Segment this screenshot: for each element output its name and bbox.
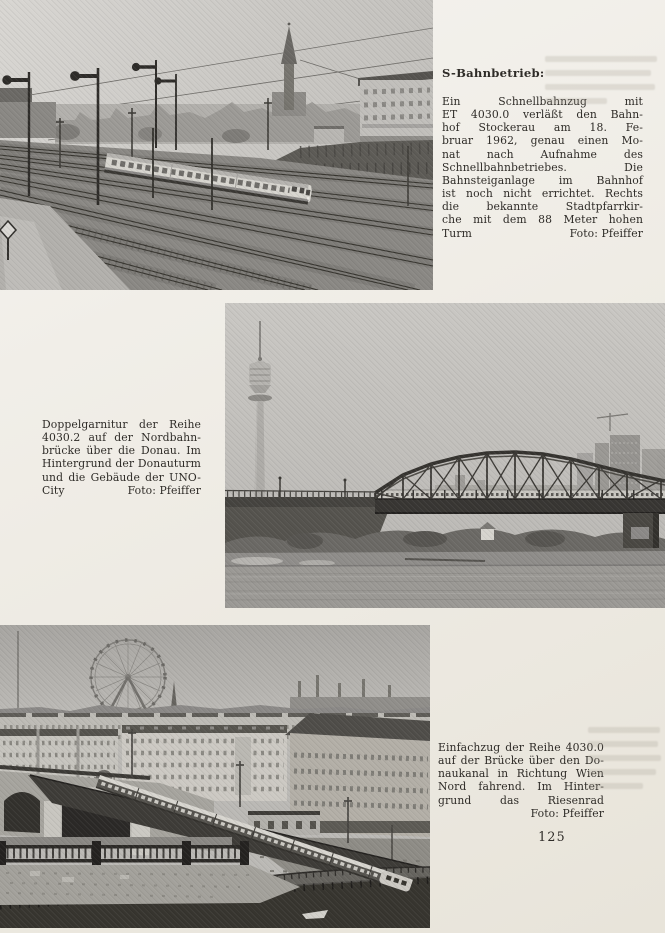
photo-credit: Foto: Pfeiffer <box>127 483 201 497</box>
page-number: 125 <box>538 829 566 844</box>
caption-line: che mit dem 88 Meter hohen <box>442 213 643 227</box>
bleedthrough-line <box>545 98 607 104</box>
photo-credit: Foto: Pfeiffer <box>569 226 643 240</box>
caption-line: ist noch nicht errichtet. Rechts <box>442 187 643 201</box>
bleedthrough-line <box>588 727 660 733</box>
page-bleedthrough <box>588 727 662 797</box>
caption-line: bruar 1962, genau einen Mo- <box>442 134 643 148</box>
photo-nordbahnbruecke <box>225 303 665 608</box>
caption-line: ET 4030.0 verläßt den Bahn- <box>442 108 643 122</box>
church-spire <box>272 23 306 116</box>
caption-line: Einfachzug der Reihe 4030.0 <box>438 741 604 754</box>
caption-line: Hintergrund der Donauturm <box>42 457 201 471</box>
bleedthrough-line <box>545 70 651 76</box>
caption-line: Ein Schnellbahnzug mit <box>442 95 643 108</box>
factory-chimneys <box>290 675 430 711</box>
caption-line: naukanal in Richtung Wien <box>438 767 604 781</box>
caption-line: nat nach Aufnahme des <box>442 147 643 161</box>
caption-word: City <box>42 483 65 497</box>
balustrade <box>0 837 249 865</box>
caption-line: Nord fahrend. Im Hinter- <box>438 780 604 794</box>
caption-line: hof Stockerau am 18. Fe- <box>442 121 643 135</box>
bleedthrough-line <box>588 769 656 775</box>
bleedthrough-line <box>588 755 661 761</box>
caption-line: Schnellbahnbetriebes. Die <box>442 160 643 174</box>
section-heading: S-Bahnbetrieb: <box>442 66 545 80</box>
town-skyline <box>0 88 365 144</box>
caption-line: grund das Riesenrad <box>438 793 604 807</box>
train-on-bridge <box>378 490 665 499</box>
bleedthrough-line <box>588 783 643 789</box>
danube-water <box>225 565 665 608</box>
caption-stockerau <box>442 95 643 240</box>
caption-line <box>42 484 201 497</box>
caption-line: und die Gebäude der UNO- <box>42 470 201 484</box>
caption-line: Doppelgarnitur der Reihe <box>42 418 201 431</box>
photo-donaukanal <box>0 625 430 928</box>
caption-word: Turm <box>442 226 472 240</box>
caption-line: Bahnsteiganlage im Bahnhof <box>442 173 643 187</box>
caption-line: 4030.2 auf der Nordbahn- <box>42 431 201 445</box>
photo-stockerau <box>0 0 433 290</box>
bleedthrough-line <box>545 56 657 62</box>
photo-credit: Foto: Pfeiffer <box>530 806 604 820</box>
caption-line <box>442 227 643 240</box>
bridge-deck <box>375 499 665 513</box>
caption-line: die bekannte Stadtpfarrkir- <box>442 200 643 214</box>
caption-donaukanal <box>438 741 604 820</box>
page-bleedthrough <box>545 56 659 112</box>
rubble-ground <box>0 865 300 905</box>
caption-line: brücke über die Donau. Im <box>42 444 201 458</box>
caption-nordbahnbruecke <box>42 418 201 497</box>
caption-line: auf der Brücke über den Do- <box>438 754 604 768</box>
bleedthrough-line <box>545 84 655 90</box>
bleedthrough-line <box>588 741 658 747</box>
